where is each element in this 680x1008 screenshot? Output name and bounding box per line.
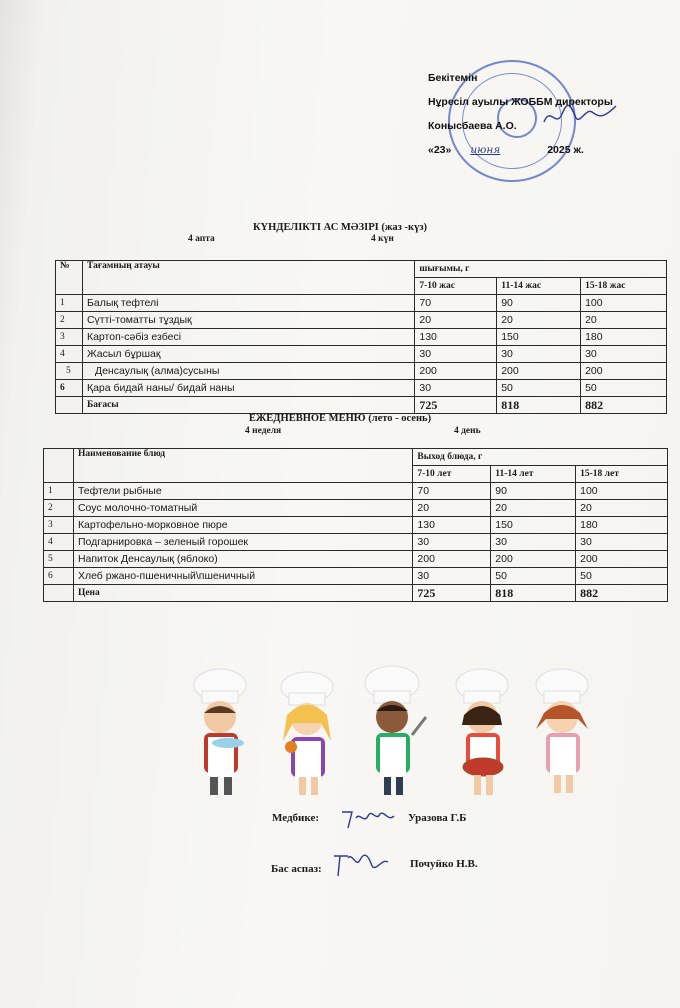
yield-7-10: 130 bbox=[415, 329, 497, 346]
price-row bbox=[44, 585, 668, 602]
yield-15-18: 30 bbox=[581, 346, 667, 363]
yield-11-14: 50 bbox=[491, 568, 576, 585]
approval-date-day: «23» bbox=[428, 144, 452, 156]
price-7-10: 725 bbox=[413, 585, 491, 602]
yield-11-14: 200 bbox=[491, 551, 576, 568]
price-15-18: 882 bbox=[581, 397, 667, 414]
price-7-10: 725 bbox=[415, 397, 497, 414]
yield-15-18: 50 bbox=[581, 380, 667, 397]
yield-11-14: 20 bbox=[491, 500, 576, 517]
price-empty-cell bbox=[56, 397, 83, 414]
table-row bbox=[56, 295, 667, 312]
yield-15-18: 180 bbox=[581, 329, 667, 346]
dish-name: Картоп-сәбіз езбесі bbox=[82, 329, 414, 346]
ru-header-name: Наименование блюд bbox=[73, 449, 412, 483]
row-number: 4 bbox=[44, 534, 74, 551]
ru-menu-title: ЕЖЕДНЕВНОЕ МЕНЮ (лето - осень) bbox=[248, 413, 432, 424]
yield-7-10: 70 bbox=[415, 295, 497, 312]
row-number: 1 bbox=[44, 483, 74, 500]
row-number: 1 bbox=[56, 295, 83, 312]
dish-name: Подгарнировка – зеленый горошек bbox=[73, 534, 412, 551]
kz-header-age1: 7-10 жас bbox=[415, 278, 497, 295]
dish-name: Хлеб ржано-пшеничный\пшеничный bbox=[73, 568, 412, 585]
table-row bbox=[56, 380, 667, 397]
ru-day: 4 день bbox=[454, 426, 481, 436]
chef-name: Почуйко Н.В. bbox=[410, 858, 478, 870]
yield-7-10: 200 bbox=[415, 363, 497, 380]
table-row bbox=[56, 346, 667, 363]
yield-15-18: 200 bbox=[581, 363, 667, 380]
dish-name: Жасыл бұршақ bbox=[82, 346, 414, 363]
ru-header-age1: 7-10 лет bbox=[413, 466, 491, 483]
ru-header-age2: 11-14 лет bbox=[491, 466, 576, 483]
kz-header-yield: шығымы, г bbox=[415, 261, 667, 278]
yield-11-14: 200 bbox=[497, 363, 581, 380]
nurse-name: Уразова Г.Б bbox=[408, 812, 467, 824]
yield-11-14: 50 bbox=[497, 380, 581, 397]
yield-11-14: 90 bbox=[497, 295, 581, 312]
yield-7-10: 130 bbox=[413, 517, 491, 534]
row-number: 2 bbox=[56, 312, 83, 329]
row-number: 2 bbox=[44, 500, 74, 517]
kz-menu-table bbox=[55, 260, 667, 414]
row-number: 3 bbox=[44, 517, 74, 534]
approval-title: Бекітемін bbox=[428, 72, 478, 84]
row-number: 5 bbox=[56, 363, 83, 380]
yield-15-18: 180 bbox=[576, 517, 668, 534]
kz-day: 4 күн bbox=[371, 234, 394, 244]
yield-7-10: 200 bbox=[413, 551, 491, 568]
dish-name: Қара бидай наны/ бидай наны bbox=[82, 380, 414, 397]
row-number: 5 bbox=[44, 551, 74, 568]
approval-block bbox=[428, 66, 678, 162]
yield-7-10: 30 bbox=[415, 346, 497, 363]
row-number: 6 bbox=[44, 568, 74, 585]
price-empty-cell bbox=[44, 585, 74, 602]
yield-11-14: 30 bbox=[491, 534, 576, 551]
approval-date-month: июня bbox=[470, 144, 501, 156]
dish-name: Тефтели рыбные bbox=[73, 483, 412, 500]
price-label: Бағасы bbox=[82, 397, 414, 414]
table-row bbox=[56, 329, 667, 346]
dish-name: Напиток Денсаулық (яблоко) bbox=[73, 551, 412, 568]
yield-7-10: 70 bbox=[413, 483, 491, 500]
nurse-signature bbox=[338, 806, 398, 832]
table-row bbox=[44, 517, 668, 534]
yield-7-10: 20 bbox=[415, 312, 497, 329]
yield-11-14: 20 bbox=[497, 312, 581, 329]
yield-7-10: 20 bbox=[413, 500, 491, 517]
approval-date-year: 2025 ж. bbox=[547, 144, 584, 156]
yield-15-18: 20 bbox=[576, 500, 668, 517]
row-number: 6 bbox=[56, 380, 83, 397]
chef-kid-5 bbox=[536, 669, 588, 793]
yield-11-14: 150 bbox=[491, 517, 576, 534]
row-number: 4 bbox=[56, 346, 83, 363]
table-row bbox=[44, 534, 668, 551]
chef-label: Бас аспаз: bbox=[271, 863, 322, 875]
table-row bbox=[44, 568, 668, 585]
ru-header-age3: 15-18 лет bbox=[576, 466, 668, 483]
dish-name: Балық тефтелі bbox=[82, 295, 414, 312]
nurse-label: Медбике: bbox=[272, 812, 319, 824]
table-row bbox=[44, 551, 668, 568]
kz-header-age3: 15-18 жас bbox=[581, 278, 667, 295]
kz-header-num: № bbox=[56, 261, 83, 295]
kz-header-age2: 11-14 жас bbox=[497, 278, 581, 295]
table-row bbox=[44, 483, 668, 500]
ru-header-num bbox=[44, 449, 74, 483]
dish-name: Картофельно-морковное пюре bbox=[73, 517, 412, 534]
approval-date bbox=[428, 138, 678, 162]
yield-11-14: 30 bbox=[497, 346, 581, 363]
table-row bbox=[44, 500, 668, 517]
kz-menu-title: КҮНДЕЛІКТІ АС МӘЗІРІ (жаз -күз) bbox=[252, 222, 428, 233]
approval-director-name: Конысбаева А.О. bbox=[428, 120, 517, 132]
dish-name: Соус молочно-томатный bbox=[73, 500, 412, 517]
chef-kid-3 bbox=[365, 666, 426, 795]
yield-7-10: 30 bbox=[413, 534, 491, 551]
yield-15-18: 100 bbox=[581, 295, 667, 312]
yield-11-14: 150 bbox=[497, 329, 581, 346]
ru-menu-table bbox=[43, 448, 668, 602]
chef-kids-illustration bbox=[188, 665, 618, 805]
chef-kid-2 bbox=[281, 672, 333, 795]
table-row bbox=[56, 363, 667, 380]
yield-15-18: 20 bbox=[581, 312, 667, 329]
chef-kid-1 bbox=[194, 669, 246, 795]
dish-name: Денсаулық (алма)сусыны bbox=[82, 363, 414, 380]
yield-11-14: 90 bbox=[491, 483, 576, 500]
yield-7-10: 30 bbox=[413, 568, 491, 585]
chef-kid-4 bbox=[456, 669, 508, 795]
dish-name: Сүтті-томатты тұздық bbox=[82, 312, 414, 329]
kz-header-name: Тағамның атауы bbox=[82, 261, 414, 295]
kz-week: 4 апта bbox=[188, 234, 215, 244]
price-row bbox=[56, 397, 667, 414]
price-11-14: 818 bbox=[497, 397, 581, 414]
row-number: 3 bbox=[56, 329, 83, 346]
price-label: Цена bbox=[73, 585, 412, 602]
yield-15-18: 200 bbox=[576, 551, 668, 568]
table-row bbox=[56, 312, 667, 329]
ru-header-yield: Выход блюда, г bbox=[413, 449, 668, 466]
yield-15-18: 50 bbox=[576, 568, 668, 585]
chef-signature bbox=[328, 848, 392, 882]
yield-15-18: 30 bbox=[576, 534, 668, 551]
price-11-14: 818 bbox=[491, 585, 576, 602]
yield-15-18: 100 bbox=[576, 483, 668, 500]
approval-position: Нұресіл ауылы ЖОББМ директоры bbox=[428, 96, 613, 108]
price-15-18: 882 bbox=[576, 585, 668, 602]
yield-7-10: 30 bbox=[415, 380, 497, 397]
ru-week: 4 неделя bbox=[245, 426, 282, 436]
